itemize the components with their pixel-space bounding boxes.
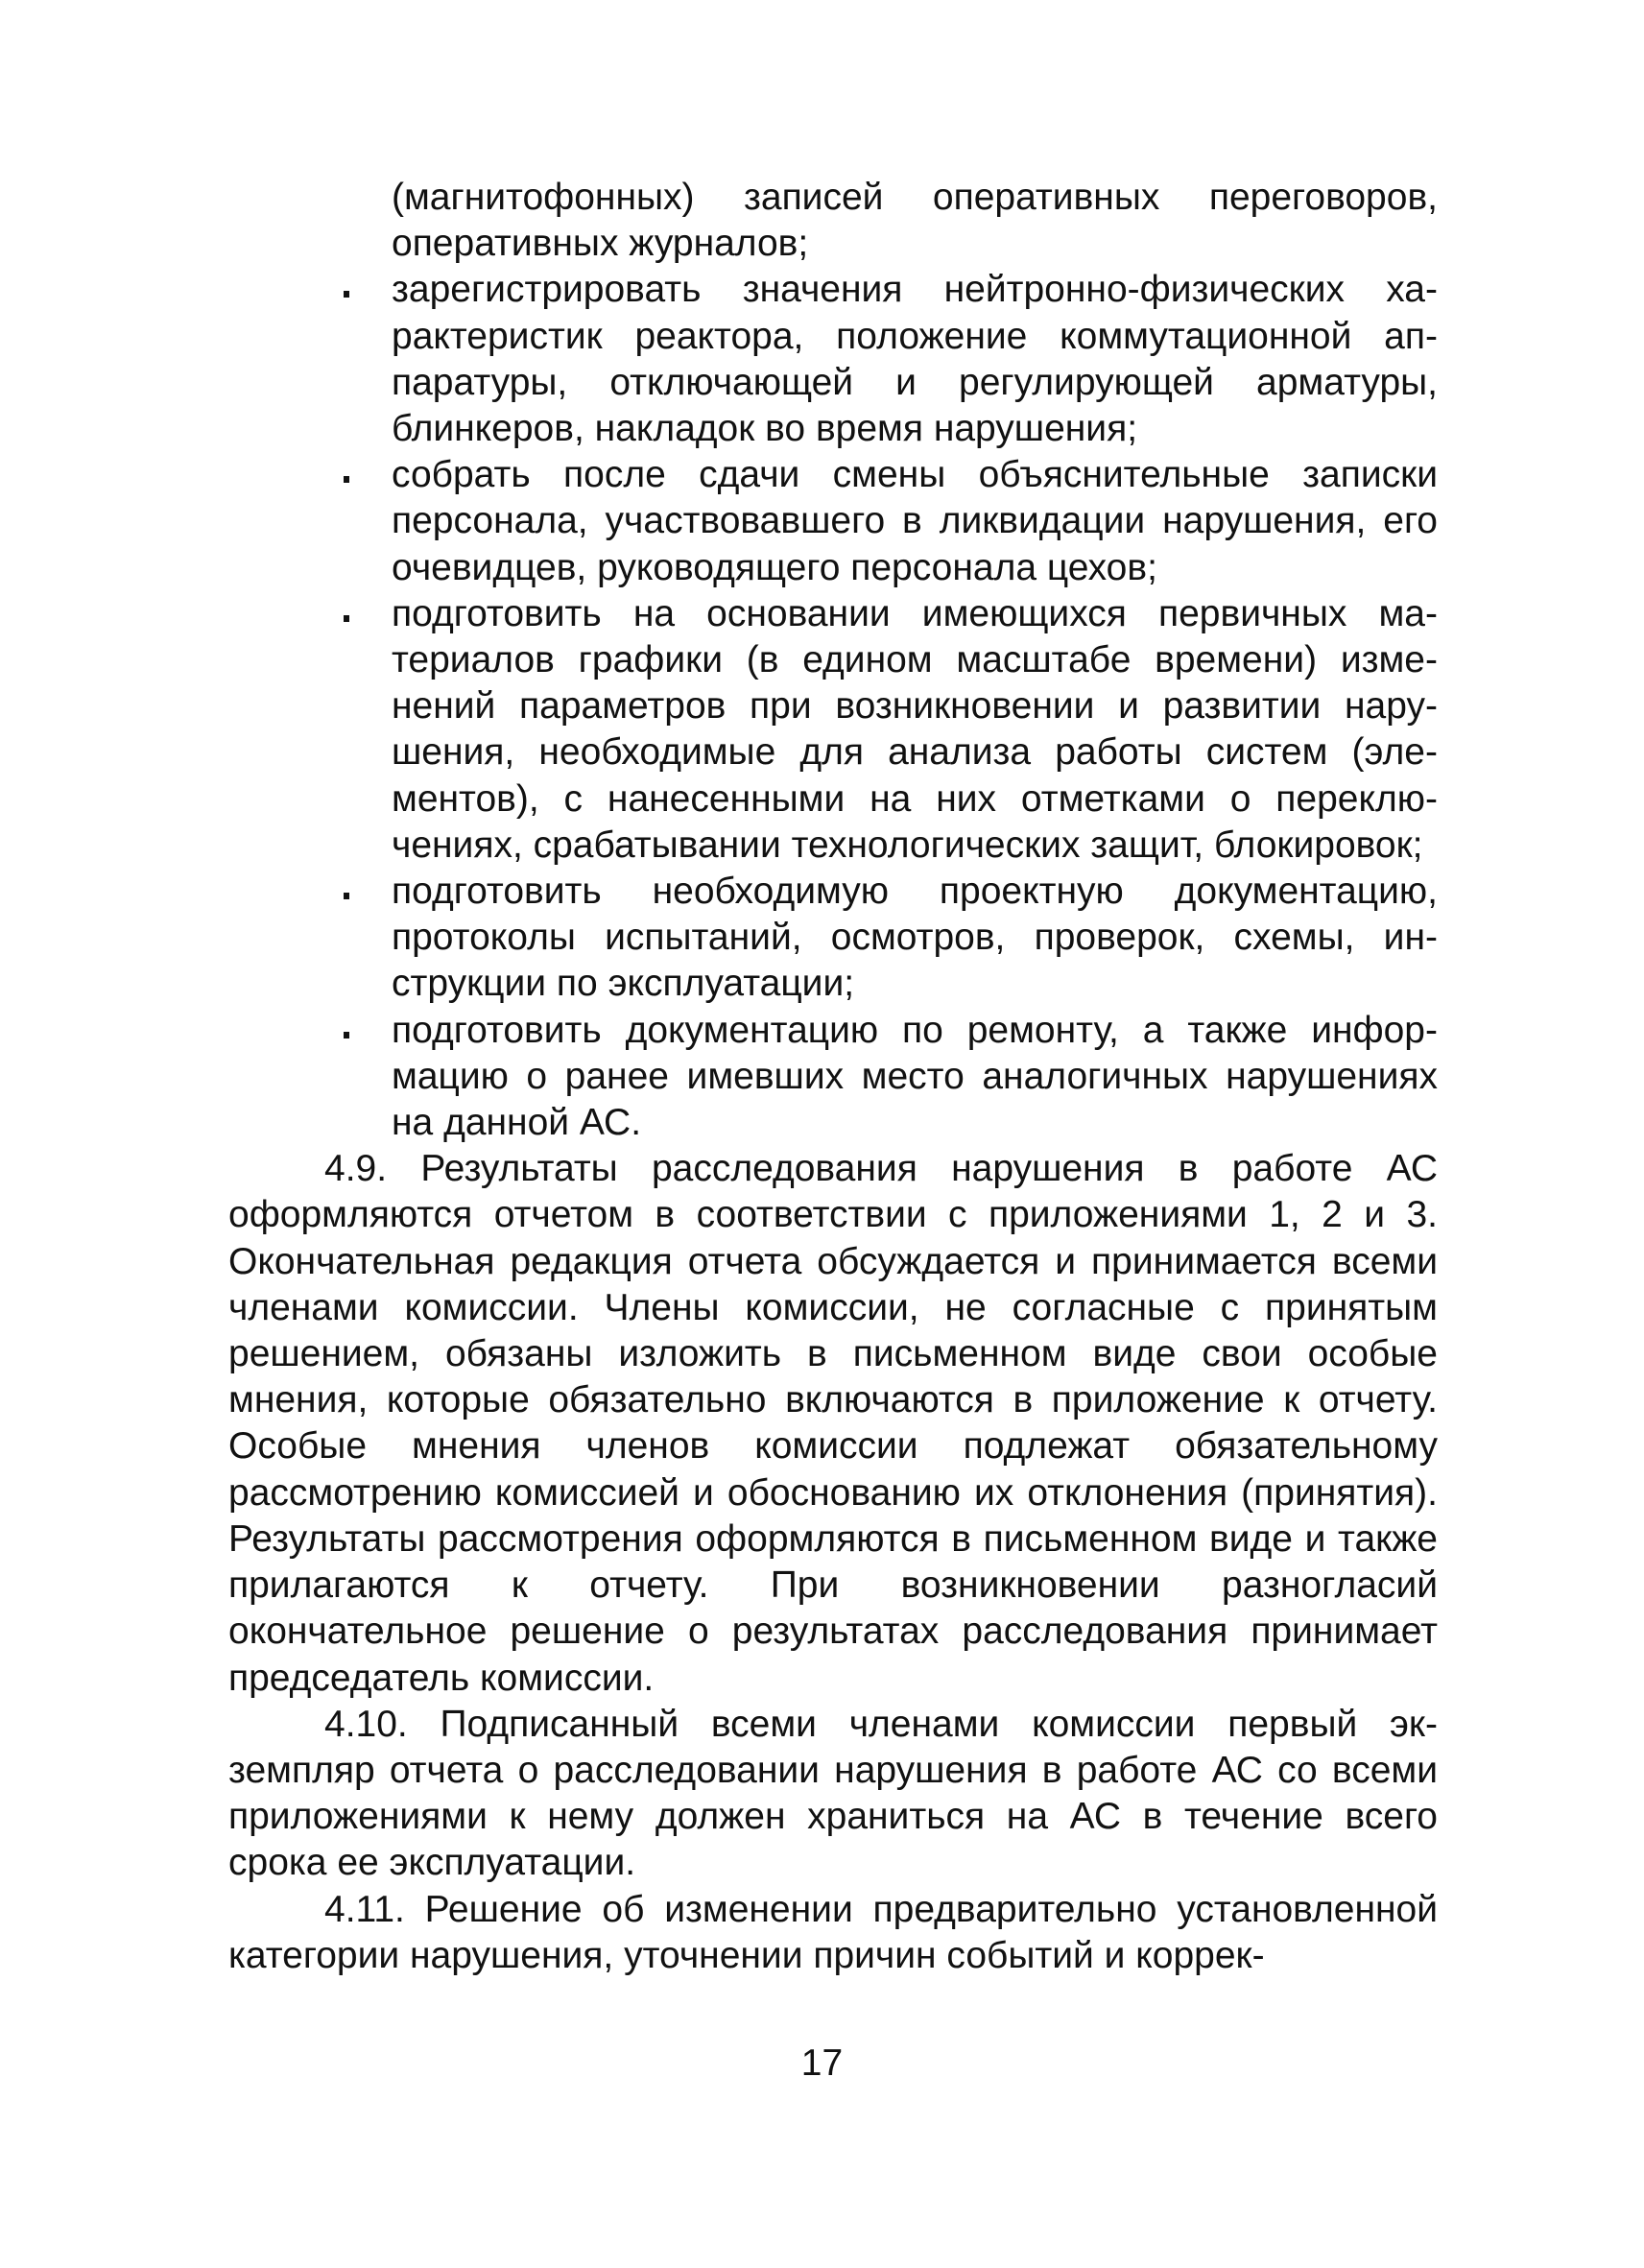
bullet-item (392, 1008, 1438, 1147)
bullet-item (392, 267, 1438, 452)
bullet-item (392, 869, 1438, 1008)
bullet-text: подготовить на основании имеющихся первичных материалов графики (в едином масштабе времени) изменений параметров при возникновении и развитии нарушения, необходимые для анализа работы систем (элементов), с нанесенными на них отметками о переключениях, срабатывании технологических защит, блокировок; (392, 592, 1438, 866)
bullet-list (228, 267, 1438, 1146)
bullet-text: собрать после сдачи смены объяснительные записки персонала, участвовавшего в ликвидации нарушения, его очевидцев, руководящего персонала цехов; (392, 454, 1438, 588)
bullet-text: зарегистрировать значения нейтронно-физических характеристик реактора, положение коммутационной аппаратуры, отключающей и регулирующей арматуры, блинкеров, накладок во время нарушения; (392, 269, 1438, 450)
paragraph-4-11: 4.11. Решение об изменении предварительно установленной категории нарушения, уточнении причин событий и коррек- (228, 1888, 1438, 1976)
page-number: 17 (800, 2042, 844, 2084)
paragraph-4-10: 4.10. Подписанный всеми членами комиссии первый экземпляр отчета о расследовании нарушения в работе АС со всеми приложениями к нему должен храниться на АС в течение всего срока ее эксплуатации. (228, 1703, 1438, 1884)
paragraph-4-9: 4.9. Результаты расследования нарушения в работе АС оформляются отчетом в соответствии с приложениями 1, 2 и 3. Окончательная редакция отчета обсуждается и принимается всеми членами комиссии. Члены комиссии, не согласные с принятым решением, обязаны изложить в письменном виде свои особые мнения, которые обязательно включаются в приложение к отчету. Особые мнения членов комиссии подлежат обязательному рассмотрению комиссией и обоснованию их отклонения (принятия). Результаты рассмотрения оформляются в письменном виде и также прилагаются к отчету. При возникновении разногласий окончательное решение о результатах расследования принимает председатель комиссии. (228, 1148, 1438, 1699)
continuation-text: (магнитофонных) записей оперативных переговоров, оперативных журналов; (392, 177, 1438, 265)
bullet-item (392, 591, 1438, 869)
bullet-text: подготовить необходимую проектную документацию, протоколы испытаний, осмотров, проверок, схемы, инструкции по эксплуатации; (392, 871, 1438, 1005)
bullet-item (392, 452, 1438, 591)
bullet-text: подготовить документацию по ремонту, а также информацию о ранее имевших место аналогичных нарушениях на данной АС. (392, 1009, 1438, 1144)
body-text (228, 175, 1438, 1979)
